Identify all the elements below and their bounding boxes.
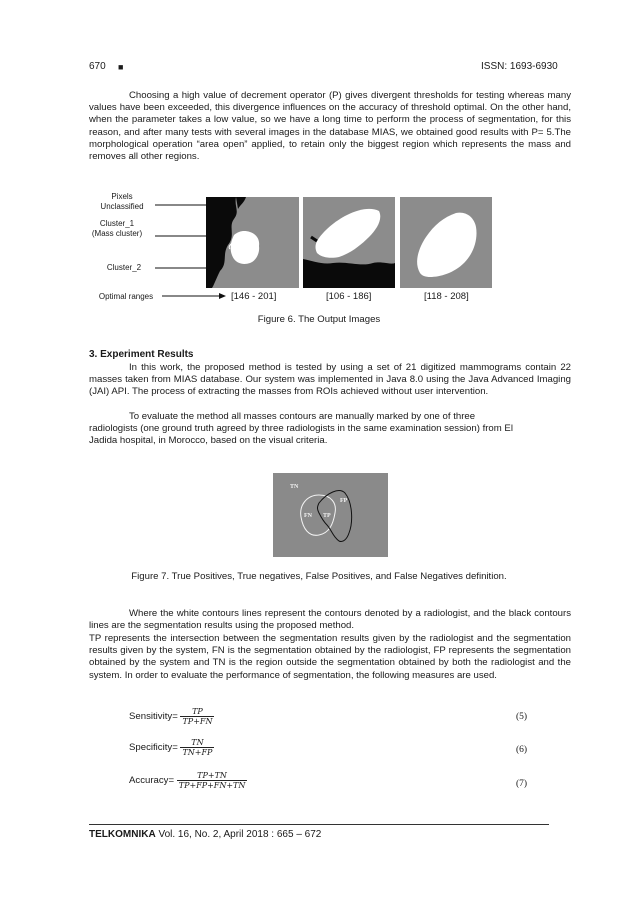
paragraph-p5: TP represents the intersection between the segmentation results given by the radiologist and the segmentation results given by the system, FN is the segmentation obtained by the radiologist, FP represents the segmentation obtained by the system and TN is the region outside the segmentation obtained by both the radiologist and the system. In order to evaluate the performance of segmentation, the following measures are used. (89, 633, 571, 681)
equation-denominator: TP+FN (182, 717, 213, 726)
output-image-1 (206, 197, 299, 288)
equation-denominator: TN+FP (182, 748, 213, 757)
section-heading: 3. Experiment Results (89, 349, 194, 360)
equation-sensitivity (129, 707, 214, 726)
label-optimal-ranges: Optimal ranges (98, 292, 154, 301)
figure-7-caption: Figure 7. True Positives, True negatives, False Positives, and False Negatives definition. (131, 571, 507, 582)
figure-7 (273, 473, 388, 557)
paragraph-p4: Where the white contours lines represent the contours denoted by a radiologist, and the black contours lines are the segmentation results using the proposed method. (89, 608, 571, 632)
equation-label: Sensitivity (129, 711, 173, 723)
range-2: [106 - 186] (326, 291, 372, 302)
label-fn: FN (304, 513, 312, 519)
output-image-2 (303, 197, 395, 288)
paragraph-p2: In this work, the proposed method is tested by using a set of 21 digitized mammograms contain 22 masses taken from MIAS database. Our system was implemented in Java 8.0 using the Java Advanced Imaging (JAI) API. The process of extracting the masses from ROIs achieved without user intervention. (89, 362, 571, 398)
equation-fraction (180, 738, 214, 757)
paragraph-p3-line-3: Jadida hospital, in Morocco, based on the visual criteria. (89, 435, 328, 446)
equation-equals: = (172, 742, 178, 754)
equation-numerator: TN (191, 738, 204, 747)
equation-equals: = (172, 711, 178, 723)
label-tn: TN (290, 484, 299, 490)
label-cluster-2: Cluster_2 (106, 263, 142, 272)
equation-equals: = (168, 775, 175, 787)
equation-fraction (177, 771, 248, 790)
equation-number-6: (6) (516, 745, 528, 755)
paragraph-p3-line-2: radiologists (one ground truth agreed by three radiologists in the same examination session) from El (89, 423, 513, 434)
label-tp: TP (323, 513, 331, 519)
range-1: [146 - 201] (231, 291, 277, 302)
equation-number-5: (5) (516, 712, 528, 722)
page-number: 670 (89, 61, 106, 72)
equation-label: Accuracy (129, 775, 169, 787)
equation-fraction (180, 707, 214, 726)
footer (89, 829, 321, 840)
equation-numerator: TP (192, 707, 203, 716)
range-3: [118 - 208] (424, 291, 469, 302)
label-pixels-unclassified: Pixels Unclassified (100, 192, 144, 211)
equation-number-7: (7) (516, 779, 528, 789)
label-fp: FP (340, 498, 348, 504)
equation-specificity (129, 738, 214, 757)
equation-numerator: TP+TN (197, 771, 227, 780)
label-cluster-1: Cluster_1 (Mass cluster) (91, 219, 143, 238)
paragraph-p3-line-1: To evaluate the method all masses contours are manually marked by one of three (129, 411, 476, 422)
equation-accuracy (129, 771, 247, 790)
header-marker: ■ (118, 62, 124, 72)
equation-label: Specificity (129, 742, 173, 754)
journal-name: TELKOMNIKA (89, 829, 156, 840)
figure-6-caption: Figure 6. The Output Images (257, 314, 381, 325)
paragraph-p1: Choosing a high value of decrement operator (P) gives divergent thresholds for testing whereas many values have been exceeded, this divergence influences on the accuracy of threshold optimal. On the other hand, when the parameter takes a low value, so we have a long time to perform the process of segmentation, for this reason, and after many tests with several images in the database MIAS, we obtained good results with P= 5.The morphological operation “area open” applied, to retain only the biggest region which represents the mass and removes all other regions. (89, 90, 571, 163)
output-image-3 (400, 197, 492, 288)
journal-details: Vol. 16, No. 2, April 2018 : 665 – 672 (155, 829, 322, 840)
equation-denominator: TP+FP+FN+TN (178, 781, 246, 790)
footer-rule (89, 824, 549, 825)
issn: ISSN: 1693-6930 (481, 61, 558, 72)
